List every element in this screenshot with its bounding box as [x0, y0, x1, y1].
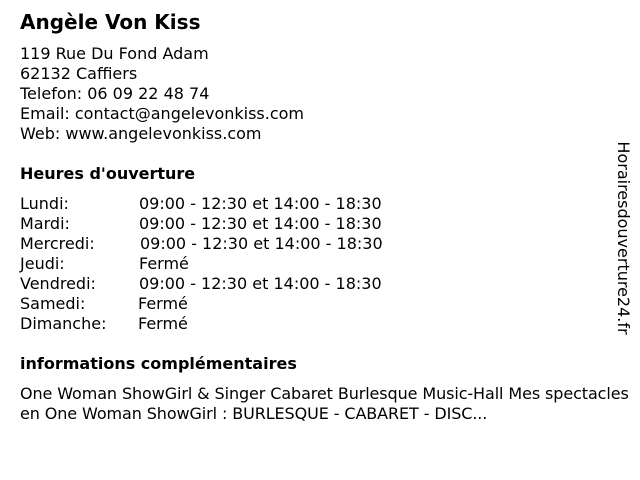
info-text: One Woman ShowGirl & Singer Cabaret Burlesque Music-Hall Mes spectacles en One Woman ShowGirl : BURLESQUE - CABARET - DISC... — [20, 384, 629, 423]
day-label: Samedi: — [20, 294, 86, 313]
site-watermark: Horairesdouverture24.fr — [614, 141, 633, 335]
day-label: Mercredi: — [20, 234, 95, 253]
contact-block — [20, 44, 304, 144]
day-label: Vendredi: — [20, 274, 96, 293]
day-hours: 09:00 - 12:30 et 14:00 - 18:30 — [139, 194, 382, 213]
address-city: 62132 Caffiers — [20, 64, 138, 83]
hours-heading: Heures d'ouverture — [20, 164, 196, 183]
day-hours: Fermé — [139, 254, 189, 273]
day-hours: Fermé — [138, 314, 188, 333]
phone-line: Telefon: 06 09 22 48 74 — [20, 84, 210, 103]
business-name: Angèle Von Kiss — [20, 10, 201, 34]
day-hours: 09:00 - 12:30 et 14:00 - 18:30 — [139, 214, 382, 233]
day-label: Mardi: — [20, 214, 70, 233]
email-line: Email: contact@angelevonkiss.com — [20, 104, 305, 123]
address-street: 119 Rue Du Fond Adam — [20, 44, 209, 63]
day-label: Jeudi: — [20, 254, 65, 273]
day-label: Lundi: — [20, 194, 69, 213]
day-label: Dimanche: — [20, 314, 107, 333]
day-hours: 09:00 - 12:30 et 14:00 - 18:30 — [140, 234, 383, 253]
day-hours: Fermé — [138, 294, 188, 313]
web-line: Web: www.angelevonkiss.com — [20, 124, 262, 143]
day-hours: 09:00 - 12:30 et 14:00 - 18:30 — [139, 274, 382, 293]
info-heading: informations complémentaires — [20, 354, 297, 373]
